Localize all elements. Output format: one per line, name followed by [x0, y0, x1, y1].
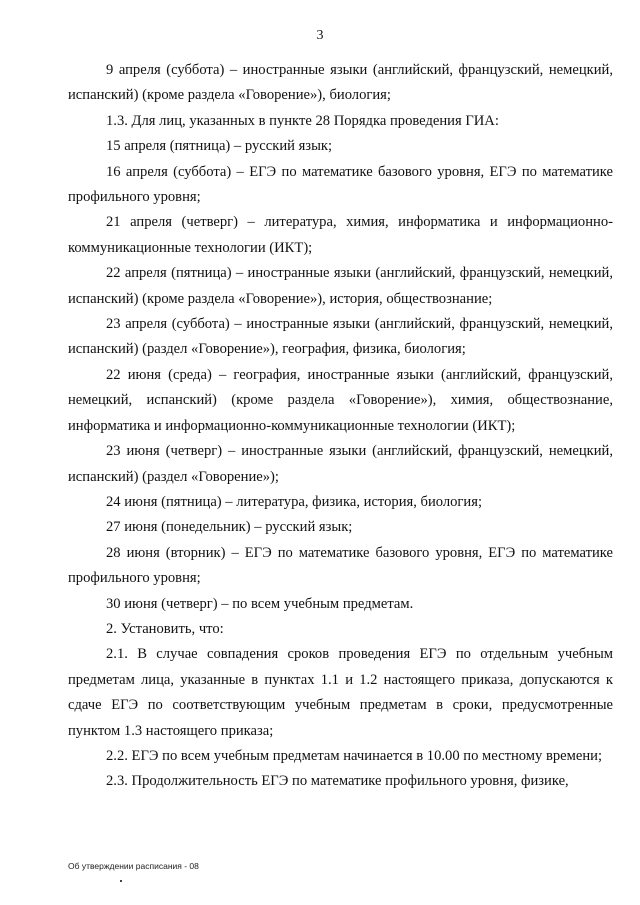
paragraph: 22 июня (среда) – география, иностранные языки (английский, французский, немецкий, испанский) (кроме раздела «Говорение»), химия, обществознание, информатика и информационно-коммуникационные технологии (ИКТ); [68, 366, 613, 434]
paragraph: 28 июня (вторник) – ЕГЭ по математике базового уровня, ЕГЭ по математике профильного уровня; [68, 544, 613, 587]
paragraph: 27 июня (понедельник) – русский язык; [106, 519, 353, 536]
paragraph: 24 июня (пятница) – литература, физика, история, биология; [106, 493, 482, 510]
paragraph: 16 апреля (суббота) – ЕГЭ по математике базового уровня, ЕГЭ по математике профильного уровня; [68, 163, 613, 206]
paragraph: 2. Установить, что: [106, 620, 224, 637]
document-body [68, 58, 613, 795]
paragraph: 2.2. ЕГЭ по всем учебным предметам начинается в 10.00 по местному времени; [106, 747, 603, 764]
paragraph: 21 апреля (четверг) – литература, химия, информатика и информационно-коммуникационные технологии (ИКТ); [68, 214, 613, 256]
paragraph: 15 апреля (пятница) – русский язык; [106, 138, 333, 155]
paragraph: 23 апреля (суббота) – иностранные языки (английский, французский, немецкий, испанский) (раздел «Говорение»), география, физика, биология; [68, 316, 613, 358]
paragraph: 30 июня (четверг) – по всем учебным предметам. [106, 595, 414, 612]
document-footer: Об утверждении расписания - 08 [68, 861, 199, 871]
paragraph: 1.3. Для лиц, указанных в пункте 28 Порядка проведения ГИА: [106, 112, 499, 129]
paragraph: 23 июня (четверг) – иностранные языки (английский, французский, немецкий, испанский) (раздел «Говорение»); [68, 443, 613, 485]
paragraph: 2.3. Продолжительность ЕГЭ по математике профильного уровня, физике, [106, 773, 569, 790]
page-number: 3 [316, 28, 324, 43]
paragraph: 9 апреля (суббота) – иностранные языки (английский, французский, немецкий, испанский) (кроме раздела «Говорение»), биология; [68, 62, 613, 104]
scan-speck [120, 880, 122, 882]
paragraph: 2.1. В случае совпадения сроков проведения ЕГЭ по отдельным учебным предметам лица, указанные в пунктах 1.1 и 1.2 настоящего приказа, допускаются к сдаче ЕГЭ по соответствующим учебным предметам в сроки, предусмотренные пунктом 1.3 настоящего приказа; [68, 646, 613, 739]
paragraph: 22 апреля (пятница) – иностранные языки (английский, французский, немецкий, испанский) (кроме раздела «Говорение»), история, обществознание; [68, 265, 613, 307]
